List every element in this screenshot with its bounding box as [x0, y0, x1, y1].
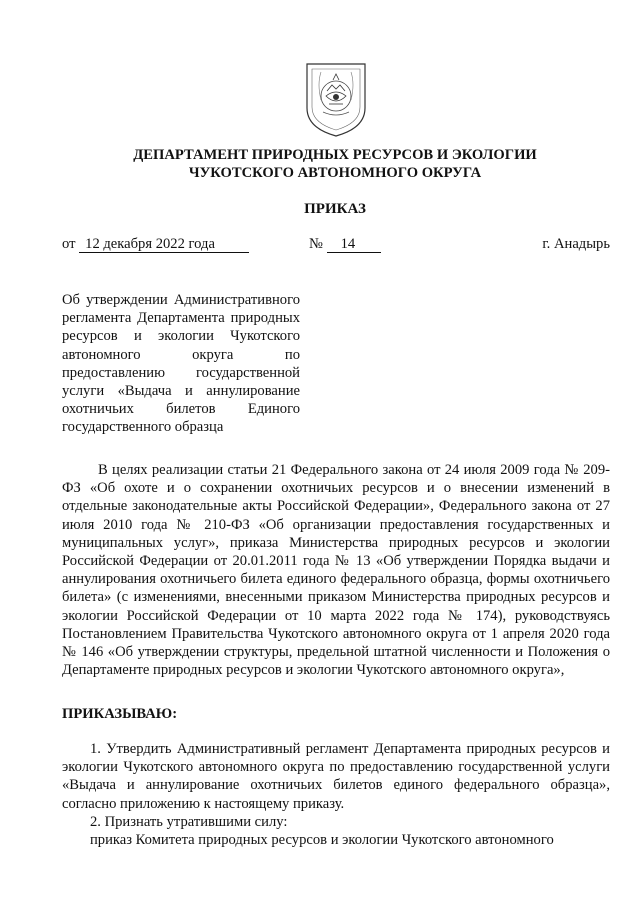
number-label: №	[309, 236, 323, 252]
department-line-2: ЧУКОТСКОГО АВТОНОМНОГО ОКРУГА	[188, 165, 482, 181]
document-type: ПРИКАЗ	[304, 201, 366, 217]
order-item-1: 1. Утвердить Административный регламент Департамента природных ресурсов и экологии Чукотского автономного округа по предоставлению государственной услуги «Выдача и аннулирование охотничьих билетов единого федерального образца», согласно приложению к настоящему приказу.	[62, 741, 610, 812]
coat-of-arms-icon	[303, 60, 369, 138]
order-item-3: приказ Комитета природных ресурсов и экологии Чукотского автономного	[90, 832, 554, 849]
number-field	[309, 235, 381, 253]
department-name	[40, 146, 630, 182]
date-value: 12 декабря 2022 года	[79, 237, 249, 253]
preamble-paragraph: В целях реализации статьи 21 Федерального закона от 24 июля 2009 года № 209-ФЗ «Об охоте и о сохранении охотничьих ресурсов и о внесении изменений в отдельные законодательные акты Российской Федерации», Федерального закона от 27 июля 2010 года № 210-ФЗ «Об организации предоставления государственных и муниципальных услуг», приказа Министерства природных ресурсов и экологии Российской Федерации от 20.01.2011 года № 13 «Об утверждении Порядка выдачи и аннулирования охотничьего билета единого федерального образца, формы охотничьего билета» (с изменениями, внесенными приказом Министерства природных ресурсов и экологии Российской Федерации от 10 марта 2022 года № 174), руководствуясь Постановлением Правительства Чукотского автономного округа от 1 апреля 2020 года № 146 «Об утверждении структуры, предельной штатной численности и Положения о Департаменте природных ресурсов и экологии Чукотского автономного округа»,	[62, 462, 610, 679]
order-subject: Об утверждении Административного регламента Департамента природных ресурсов и экологии Чукотского автономного округа по предоставлению государственной услуги «Выдача и аннулирование охотничьих билетов Единого государственного образца	[62, 292, 300, 436]
department-line-1: ДЕПАРТАМЕНТ ПРИРОДНЫХ РЕСУРСОВ И ЭКОЛОГИИ	[133, 147, 537, 163]
city: г. Анадырь	[542, 236, 610, 252]
order-directive: ПРИКАЗЫВАЮ:	[62, 706, 178, 722]
number-value: 14	[327, 237, 381, 253]
order-items	[62, 740, 610, 849]
date-label: от	[62, 236, 76, 252]
order-item-2: 2. Признать утратившими силу:	[90, 813, 288, 830]
date-field	[62, 235, 249, 253]
